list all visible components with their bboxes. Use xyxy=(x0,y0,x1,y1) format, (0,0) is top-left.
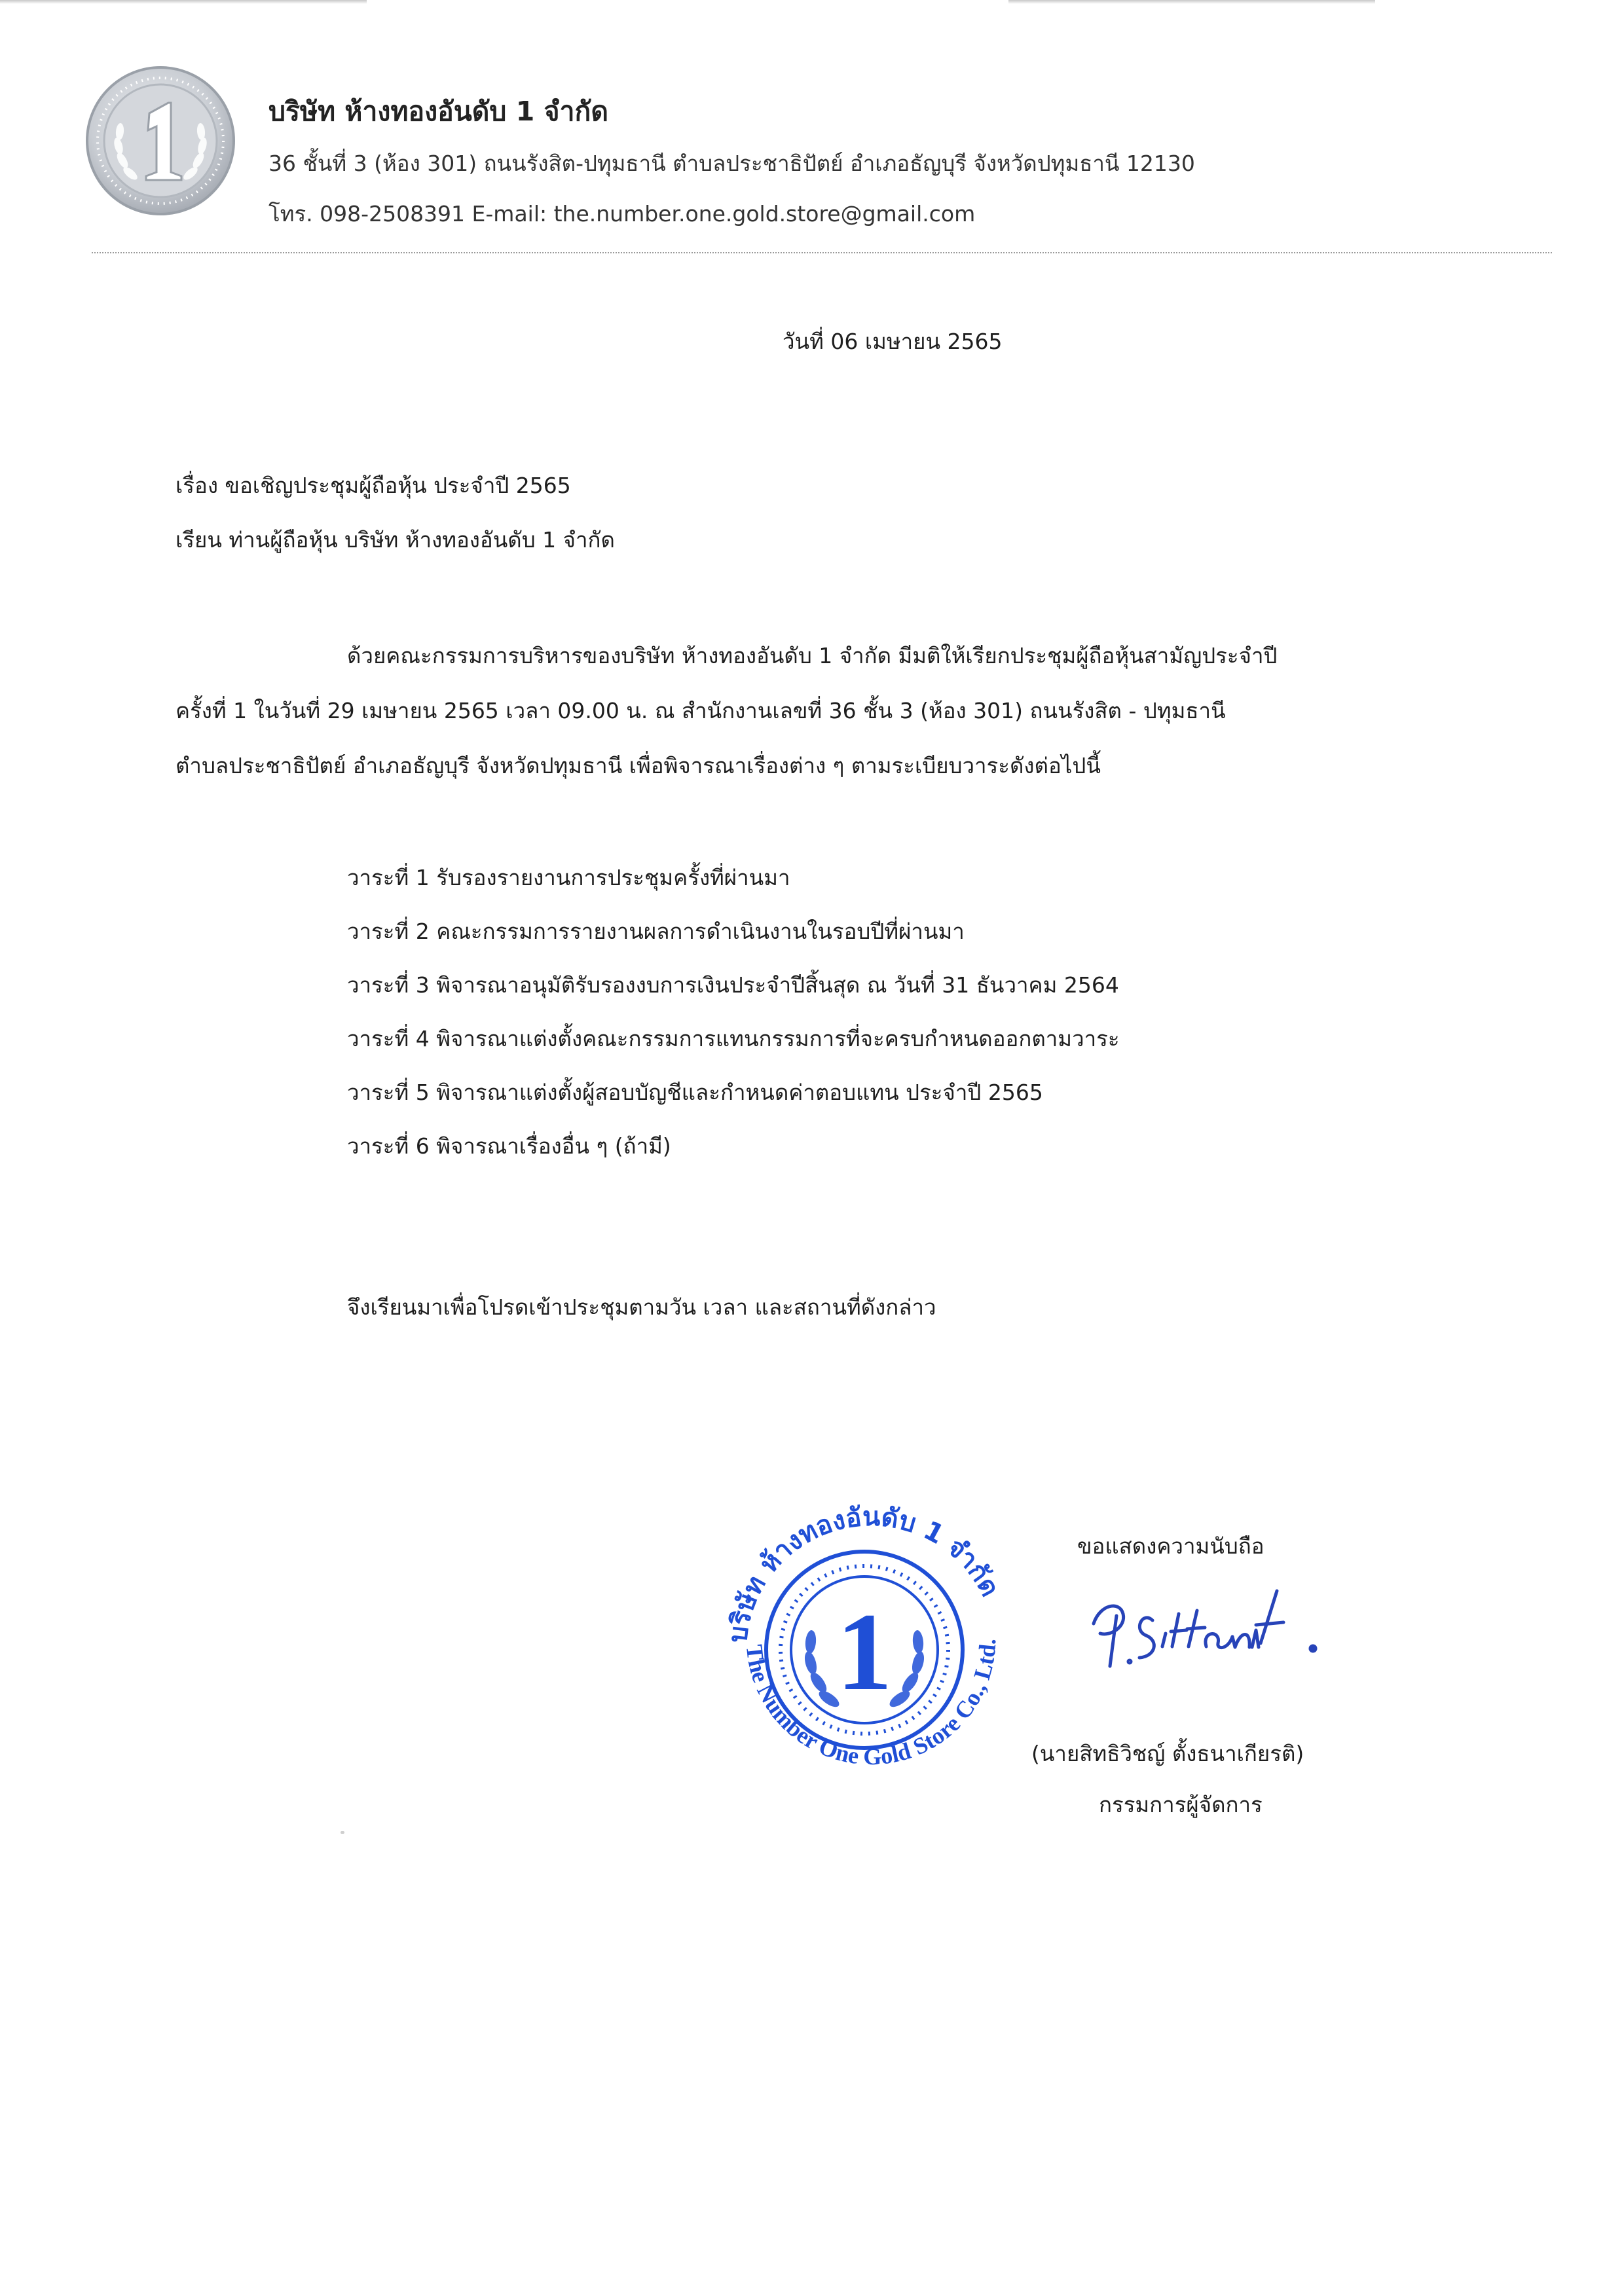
complimentary-close: ขอแสดงความนับถือ xyxy=(1077,1533,1264,1559)
agenda-item: วาระที่ 1 รับรองรายงานการประชุมครั้งที่ผ่านมา xyxy=(347,865,790,890)
company-seal-stamp-icon xyxy=(688,1486,1041,1794)
letter-body xyxy=(175,629,1433,793)
body-line: ด้วยคณะกรรมการบริหารของบริษัท ห้างทองอันดับ 1 จำกัด มีมติให้เรียกประชุมผู้ถือหุ้นสามัญประจำปี xyxy=(347,643,1278,668)
gold-coin-logo-icon xyxy=(82,62,239,219)
seal-bottom-text: The Number One Gold Store Co., Ltd. xyxy=(741,1638,1001,1770)
letter-date: วันที่ 06 เมษายน 2565 xyxy=(783,329,1003,354)
scan-edge-mark xyxy=(1008,0,1375,4)
agenda-item: วาระที่ 4 พิจารณาแต่งตั้งคณะกรรมการแทนกรรมการที่จะครบกำหนดออกตามวาระ xyxy=(347,1026,1120,1051)
agenda-item: วาระที่ 2 คณะกรรมการรายงานผลการดำเนินงานในรอบปีที่ผ่านมา xyxy=(347,919,965,944)
scan-speck xyxy=(341,1831,344,1834)
signer-title: กรรมการผู้จัดการ xyxy=(1099,1792,1263,1817)
scan-edge-mark xyxy=(0,0,367,4)
handwritten-signature-icon xyxy=(1080,1584,1356,1676)
agenda-list xyxy=(347,851,1120,1173)
company-address: 36 ชั้นที่ 3 (ห้อง 301) ถนนรังสิต-ปทุมธานี ตำบลประชาธิปัตย์ อำเภอธัญบุรี จังหวัดปทุมธานี 12130 xyxy=(268,151,1195,176)
agenda-item: วาระที่ 6 พิจารณาเรื่องอื่น ๆ (ถ้ามี) xyxy=(347,1133,671,1159)
agenda-item: วาระที่ 3 พิจารณาอนุมัติรับรองงบการเงินประจำปีสิ้นสุด ณ วันที่ 31 ธันวาคม 2564 xyxy=(347,972,1119,998)
letter-recipient: เรียน ท่านผู้ถือหุ้น บริษัท ห้างทองอันดับ 1 จำกัด xyxy=(175,527,615,553)
seal-numeral: 1 xyxy=(836,1590,893,1713)
letter-closing: จึงเรียนมาเพื่อโปรดเข้าประชุมตามวัน เวลา และสถานที่ดังกล่าว xyxy=(347,1294,936,1320)
seal-top-text: บริษัท ห้างทองอันดับ 1 จำกัด xyxy=(722,1501,1005,1645)
agenda-item: วาระที่ 5 พิจารณาแต่งตั้งผู้สอบบัญชีและกำหนดค่าตอบแทน ประจำปี 2565 xyxy=(347,1080,1043,1105)
company-contact: โทร. 098-2508391 E-mail: the.number.one.gold.store@gmail.com xyxy=(268,201,976,227)
body-line: ตำบลประชาธิปัตย์ อำเภอธัญบุรี จังหวัดปทุมธานี เพื่อพิจารณาเรื่องต่าง ๆ ตามระเบียบวาระดังต่อไปนี้ xyxy=(175,753,1101,778)
signer-name: (นายสิทธิวิชญ์ ตั้งธนาเกียรติ) xyxy=(1031,1741,1304,1766)
company-name: บริษัท ห้างทองอันดับ 1 จำกัด xyxy=(268,96,608,127)
letter-subject: เรื่อง ขอเชิญประชุมผู้ถือหุ้น ประจำปี 2565 xyxy=(175,473,571,498)
body-line: ครั้งที่ 1 ในวันที่ 29 เมษายน 2565 เวลา 09.00 น. ณ สำนักงานเลขที่ 36 ชั้น 3 (ห้อง 301) ถนนรังสิต - ปทุมธานี xyxy=(175,698,1226,723)
header-divider xyxy=(92,252,1552,253)
